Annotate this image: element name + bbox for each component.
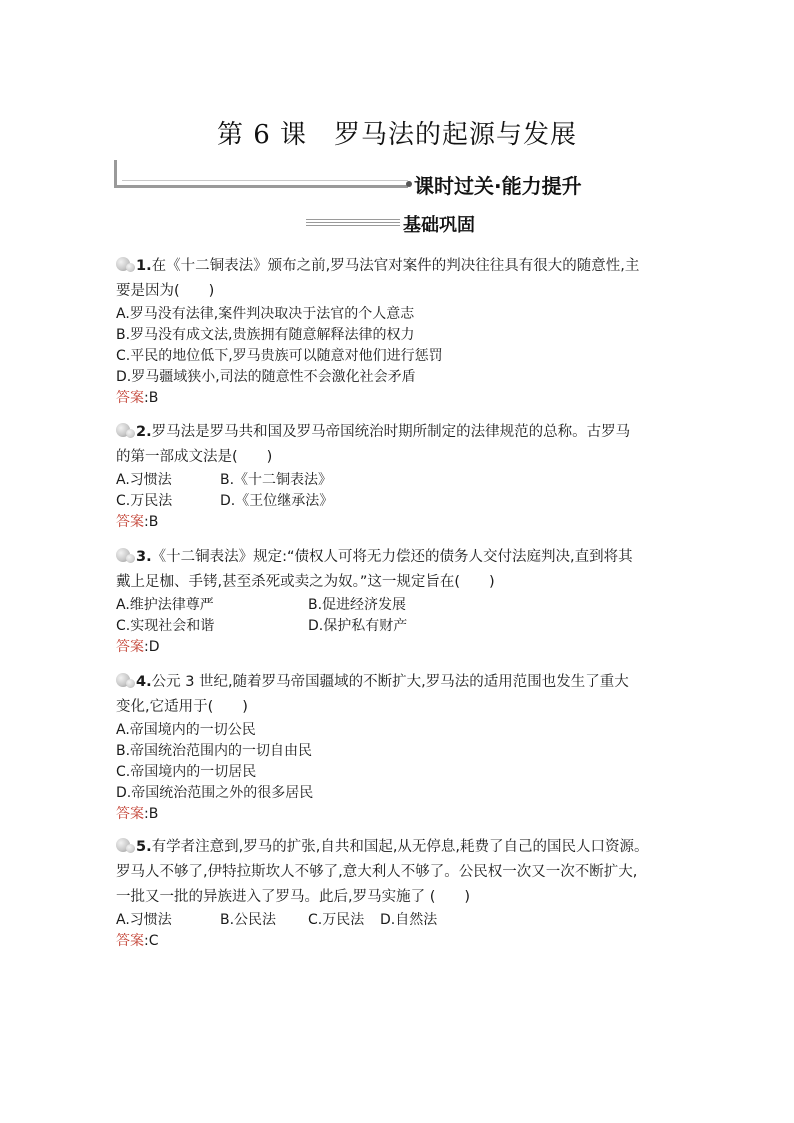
question-bullet-icon [116, 423, 130, 437]
answer-label: 答案 [116, 514, 144, 530]
question-stem: 1.在《十二铜表法》颁布之前,罗马法官对案件的判决往往具有很大的随意性,主 要是因为( ) [116, 258, 640, 299]
question-3 [116, 545, 696, 658]
question-stem: 2.罗马法是罗马共和国及罗马帝国统治时期所制定的法律规范的总称。古罗马 的第一部成文法是( ) [116, 424, 631, 465]
option-row [116, 910, 696, 931]
subsection-stripes [306, 219, 400, 228]
answer-value: :B [144, 390, 159, 406]
option-b: B.公民法 [220, 912, 277, 928]
option-a: A.习惯法 [116, 912, 172, 928]
answer [116, 512, 696, 533]
subsection-title: 基础巩固 [403, 215, 475, 236]
answer-value: :D [144, 639, 160, 655]
section-title: 课时过关·能力提升 [414, 174, 582, 198]
answer-value: :B [144, 514, 159, 530]
page-title: 第 6 课 罗马法的起源与发展 [216, 120, 578, 150]
option-b: B.罗马没有成文法,贵族拥有随意解释法律的权力 [116, 327, 415, 343]
option-d: D.《王位继承法》 [220, 493, 334, 509]
option-c: C.万民法 [116, 493, 173, 509]
option-c: C.平民的地位低下,罗马贵族可以随意对他们进行惩罚 [116, 348, 443, 364]
option-row [116, 470, 696, 491]
option-d: D.自然法 [380, 912, 438, 928]
question-bullet-icon [116, 257, 130, 271]
option-d: D.罗马疆域狭小,司法的随意性不会激化社会矛盾 [116, 369, 416, 385]
answer-value: :C [144, 933, 159, 949]
option-row [116, 616, 696, 637]
option-d: D.帝国统治范围之外的很多居民 [116, 785, 314, 801]
section-decoration [114, 160, 414, 190]
answer [116, 637, 696, 658]
option-a: A.习惯法 [116, 472, 172, 488]
question-bullet-icon [116, 548, 130, 562]
option-b: B.促进经济发展 [308, 597, 407, 613]
question-4 [116, 670, 696, 825]
option-b: B.《十二铜表法》 [220, 472, 333, 488]
option-row [116, 491, 696, 512]
question-stem: 4.公元 3 世纪,随着罗马帝国疆域的不断扩大,罗马法的适用范围也发生了重大 变化,它适用于( ) [116, 674, 629, 715]
answer-label: 答案 [116, 806, 144, 822]
option-a: A.罗马没有法律,案件判决取决于法官的个人意志 [116, 306, 415, 322]
question-5 [116, 835, 696, 952]
question-stem: 5.有学者注意到,罗马的扩张,自共和国起,从无停息,耗费了自己的国民人口资源。 罗马人不够了,伊特拉斯坎人不够了,意大利人不够了。公民权一次又一次不断扩大, 一批又一批的异族进入了罗马。此后,罗马实施了 ( ) [116, 839, 649, 905]
option-c: C.帝国境内的一切居民 [116, 764, 257, 780]
answer-value: :B [144, 806, 159, 822]
option-d: D.保护私有财产 [308, 618, 408, 634]
question-stem: 3.《十二铜表法》规定:“债权人可将无力偿还的债务人交付法庭判决,直到将其 戴上足枷、手铐,甚至杀死或卖之为奴。”这一规定旨在( ) [116, 549, 633, 590]
answer [116, 804, 696, 825]
option-c: C.万民法 [308, 912, 365, 928]
answer-label: 答案 [116, 639, 144, 655]
answer-label: 答案 [116, 933, 144, 949]
option-a: A.帝国境内的一切公民 [116, 722, 256, 738]
subsection-header [0, 211, 794, 235]
option-b: B.帝国统治范围内的一切自由民 [116, 743, 313, 759]
answer [116, 931, 696, 952]
answer [116, 388, 696, 409]
answer-label: 答案 [116, 390, 144, 406]
question-1 [116, 254, 696, 409]
question-2 [116, 420, 696, 533]
option-c: C.实现社会和谐 [116, 618, 215, 634]
question-bullet-icon [116, 673, 130, 687]
option-a: A.维护法律尊严 [116, 597, 214, 613]
question-bullet-icon [116, 838, 130, 852]
option-row [116, 595, 696, 616]
